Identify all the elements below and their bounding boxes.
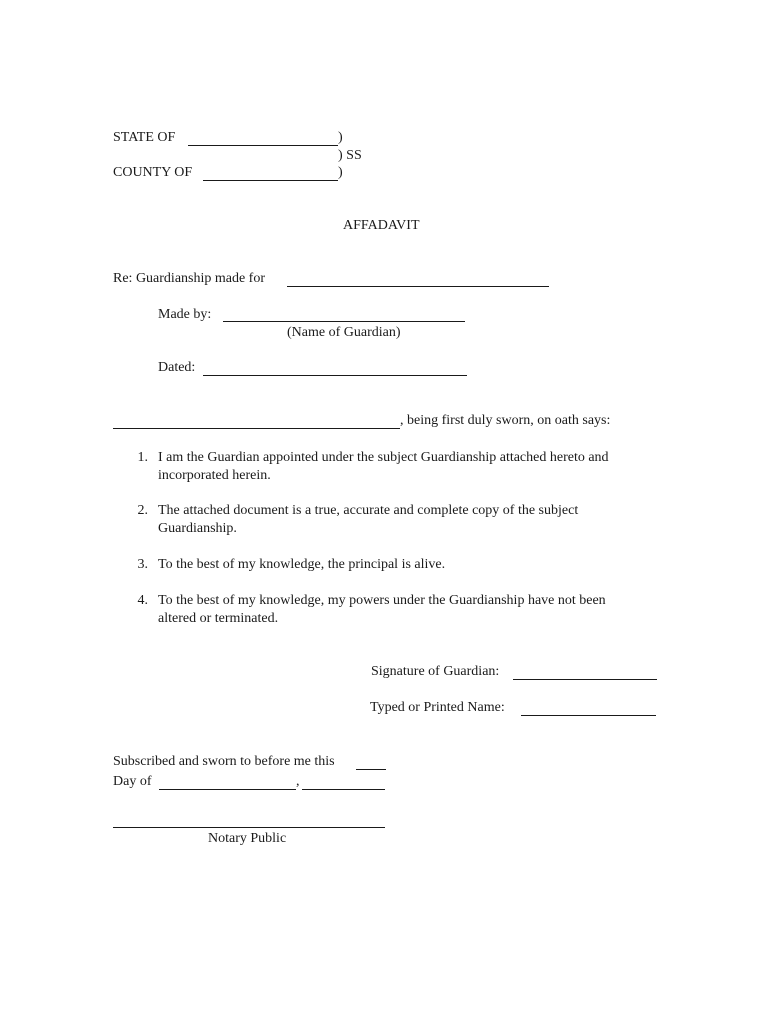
- item-text: To the best of my knowledge, the principal is alive.: [158, 557, 446, 572]
- item-text-continued: Guardianship.: [158, 521, 237, 536]
- dated-label: Dated:: [158, 360, 196, 375]
- guardianship-label: Re: Guardianship made for: [113, 271, 266, 286]
- item-number: 3.: [137, 557, 148, 572]
- county-blank[interactable]: [203, 180, 338, 181]
- county-label: COUNTY OF: [113, 165, 193, 180]
- item-number: 2.: [137, 503, 148, 518]
- caption-paren-bottom: ): [338, 165, 343, 180]
- sworn-statement: , being first duly sworn, on oath says:: [400, 413, 611, 428]
- day-of-label: Day of: [113, 774, 152, 789]
- printed-name-label: Typed or Printed Name:: [370, 700, 505, 715]
- item-number: 1.: [137, 450, 148, 465]
- signature-label: Signature of Guardian:: [371, 664, 500, 679]
- date-comma: ,: [296, 774, 300, 789]
- item-number: 4.: [137, 593, 148, 608]
- caption-ss: ) SS: [338, 148, 362, 163]
- caption-paren-top: ): [338, 130, 343, 145]
- item-text: To the best of my knowledge, my powers under the Guardianship have not been: [158, 593, 606, 608]
- notary-public-label: Notary Public: [208, 831, 287, 846]
- subscribed-label: Subscribed and sworn to before me this: [113, 754, 335, 769]
- printed-name-blank[interactable]: [521, 715, 656, 716]
- name-of-guardian-caption: (Name of Guardian): [287, 325, 401, 340]
- made-by-label: Made by:: [158, 307, 212, 322]
- item-text: I am the Guardian appointed under the subject Guardianship attached hereto and: [158, 450, 609, 465]
- day-number-blank[interactable]: [356, 769, 386, 770]
- year-blank[interactable]: [302, 789, 385, 790]
- state-blank[interactable]: [188, 145, 338, 146]
- item-text: The attached document is a true, accurate and complete copy of the subject: [158, 503, 579, 518]
- item-text-continued: altered or terminated.: [158, 611, 279, 626]
- affiant-name-blank[interactable]: [113, 428, 400, 429]
- month-blank[interactable]: [159, 789, 296, 790]
- signature-blank[interactable]: [513, 679, 657, 680]
- made-by-blank[interactable]: [223, 321, 465, 322]
- state-label: STATE OF: [113, 130, 176, 145]
- dated-blank[interactable]: [203, 375, 467, 376]
- guardianship-for-blank[interactable]: [287, 286, 549, 287]
- item-text-continued: incorporated herein.: [158, 468, 271, 483]
- notary-signature-line[interactable]: [113, 827, 385, 828]
- document-title: AFFADAVIT: [343, 218, 420, 233]
